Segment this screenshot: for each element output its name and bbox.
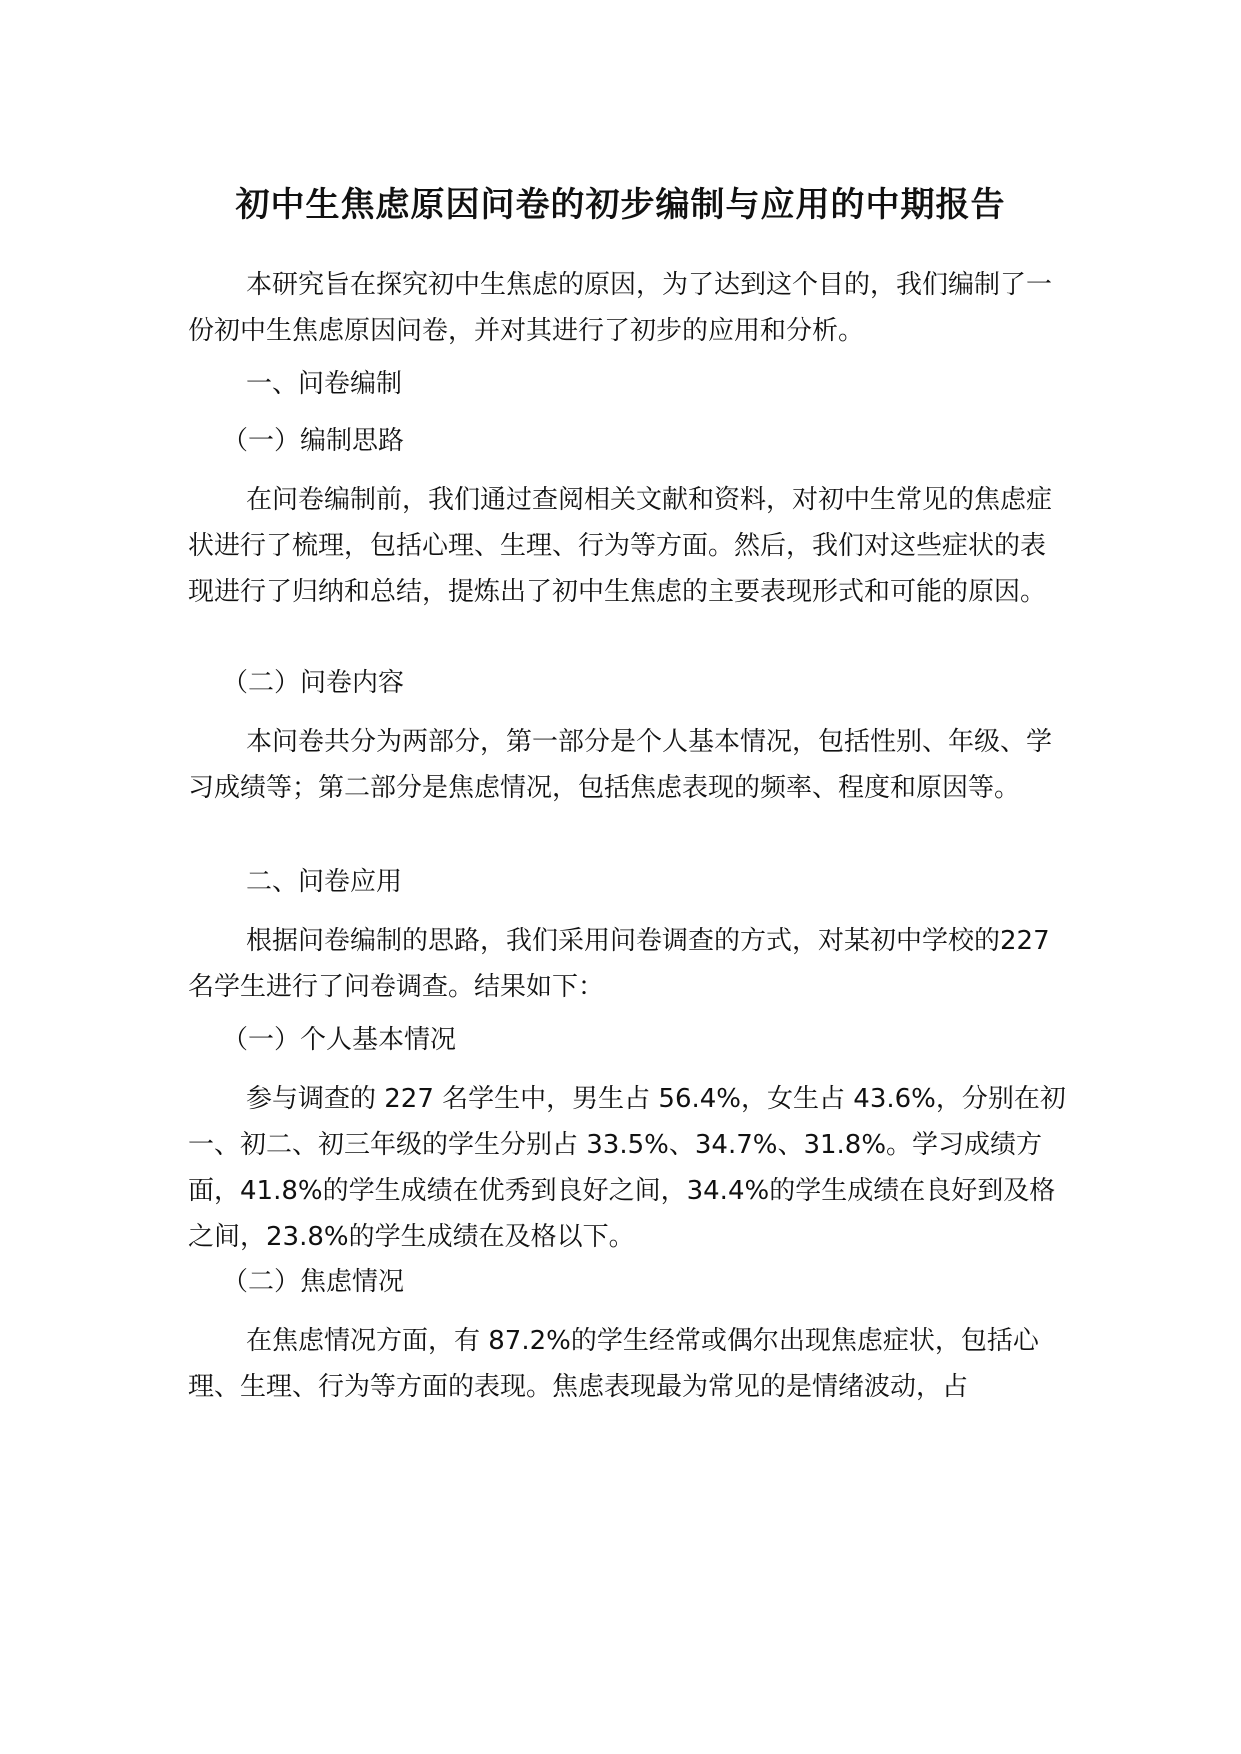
anxiety-status-paragraph: 在焦虑情况方面，有 87.2%的学生经常或偶尔出现焦虑症状，包括心理、生理、行为等方面的表现。焦虑表现最为常见的是情绪波动，占 — [188, 1326, 1039, 1402]
intro-paragraph: 本研究旨在探究初中生焦虑的原因，为了达到这个目的，我们编制了一份初中生焦虑原因问卷，并对其进行了初步的应用和分析。 — [188, 270, 1053, 346]
subsection-heading-questionnaire-content: （二）问卷内容 — [222, 668, 405, 698]
application-paragraph: 根据问卷编制的思路，我们采用问卷调查的方式，对某初中学校的227 名学生进行了问卷调查。结果如下： — [188, 926, 1050, 1002]
section-heading-questionnaire-design: 一、问卷编制 — [246, 369, 403, 399]
subsection-heading-basic-info: （一）个人基本情况 — [222, 1025, 457, 1055]
subsection-heading-design-approach: （一）编制思路 — [222, 426, 405, 456]
section-heading-questionnaire-application: 二、问卷应用 — [246, 867, 403, 897]
document-title: 初中生焦虑原因问卷的初步编制与应用的中期报告 — [235, 185, 1006, 225]
design-approach-paragraph: 在问卷编制前，我们通过查阅相关文献和资料，对初中生常见的焦虑症状进行了梳理，包括心理、生理、行为等方面。然后，我们对这些症状的表现进行了归纳和总结，提炼出了初中生焦虑的主要表现形式和可能的原因。 — [188, 485, 1053, 607]
basic-info-paragraph: 参与调查的 227 名学生中，男生占 56.4%，女生占 43.6%，分别在初一、初二、初三年级的学生分别占 33.5%、34.7%、31.8%。学习成绩方面，41.8%的学生成绩在优秀到良好之间，34.4%的学生成绩在良好到及格之间，23.8%的学生成绩在及格以下。 — [188, 1084, 1066, 1252]
subsection-heading-anxiety-status: （二）焦虑情况 — [222, 1267, 405, 1297]
questionnaire-content-paragraph: 本问卷共分为两部分，第一部分是个人基本情况，包括性别、年级、学习成绩等；第二部分是焦虑情况，包括焦虑表现的频率、程度和原因等。 — [188, 727, 1053, 803]
